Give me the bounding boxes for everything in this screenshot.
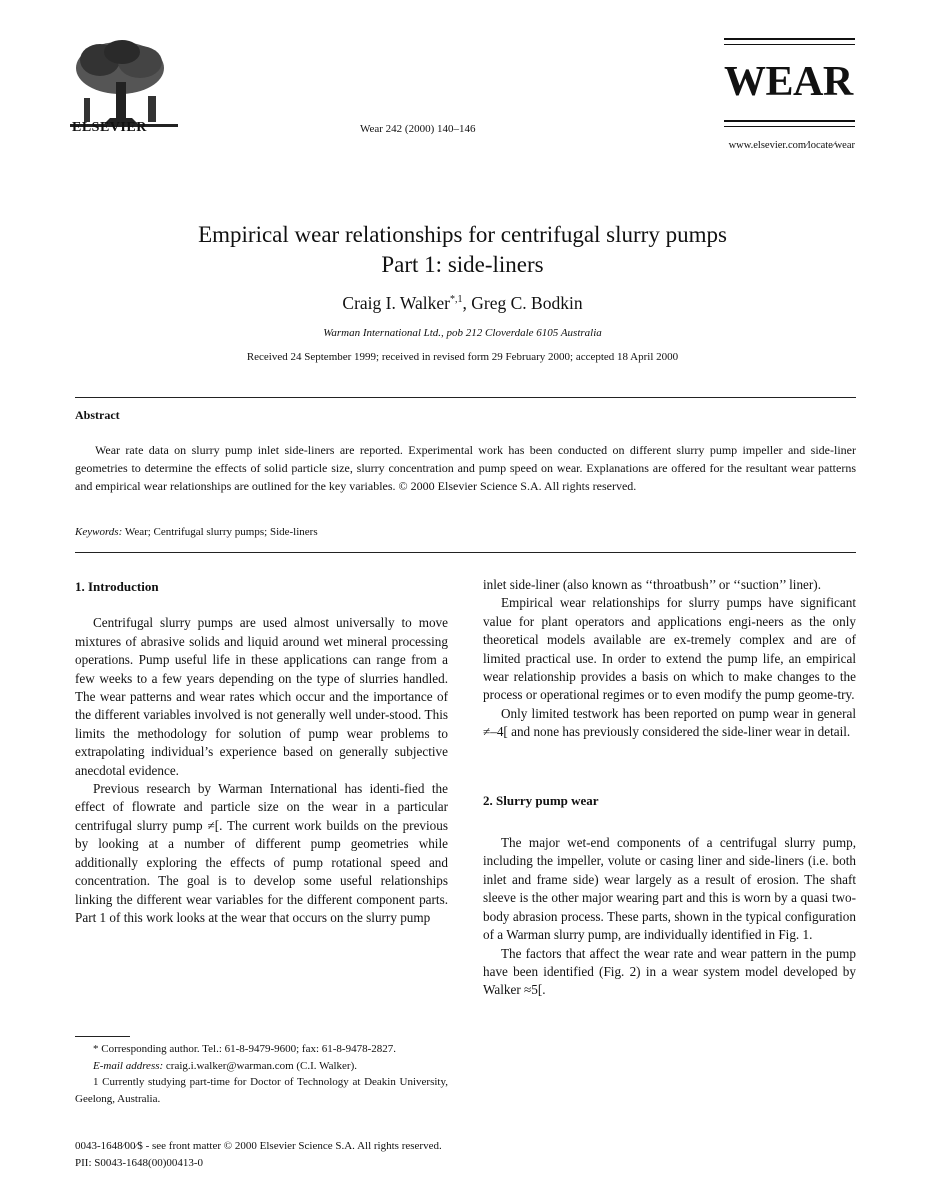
author-marks: *,1 [450,294,463,306]
email-address[interactable]: craig.i.walker@warman.com (C.I. Walker). [163,1059,357,1072]
footnote-rule [75,1036,130,1037]
abstract-top-rule [75,397,856,398]
keywords-list: Wear; Centrifugal slurry pumps; Side-liners [122,526,318,538]
publisher-wordmark: ELSEVIER [72,120,147,135]
keywords [75,526,318,538]
section-heading-slurry-pump-wear: 2. Slurry pump wear [483,792,599,808]
right-column [483,576,856,1000]
paragraph: Centrifugal slurry pumps are used almost universally to move mixtures of abrasive solids and liquid around wet mineral processing operations. Pump useful life in these applications can range from a few weeks to a few years depending on the type of slurries handled. The wear patterns and wear rates which occur and the importance of the different variables involved is not generally well under-stood. This limits the methodology for solution of pump wear problems to extrapolating individual’s experience based on generally subjective anecdotal evidence. [75,615,448,778]
copyright-line: 0043-1648∕00∕$ - see front matter © 2000 Elsevier Science S.A. All rights reserved. [75,1140,442,1152]
article-title [0,220,925,280]
paragraph: Only limited testwork has been reported on pump wear in general ≠–4[ and none has previously considered the side-liner wear in detail. [483,705,856,740]
footnote-corresponding: * Corresponding author. Tel.: 61-8-9479-9600; fax: 61-8-9478-2827. [93,1043,397,1055]
footnotes [75,1041,448,1107]
masthead-rule-bottom-thin [724,126,855,127]
masthead-rule-bottom [724,120,855,122]
author-walker: Craig I. Walker [342,293,451,313]
masthead-rule-top-thin [724,44,855,45]
received-dates: Received 24 September 1999; received in revised form 29 February 2000; accepted 18 April 2000 [246,351,679,363]
journal-reference: Wear 242 (2000) 140–146 [360,123,476,135]
affiliation: Warman International Ltd., pob 212 Cloverdale 6105 Australia [323,327,602,339]
paragraph: inlet side-liner (also known as ‘‘throatbush’’ or ‘‘suction’’ liner). [483,577,821,592]
footnote-study: 1 Currently studying part-time for Doctor of Technology at Deakin University, Geelong, Australia. [75,1076,448,1105]
masthead-rule-top [724,38,855,40]
article-title-line2: Part 1: side-liners [381,252,544,277]
author-list [0,293,925,314]
keywords-label: Keywords: [75,526,123,538]
abstract-bottom-rule [75,552,856,553]
article-title-line1: Empirical wear relationships for centrifugal slurry pumps [198,222,727,247]
paragraph: Empirical wear relationships for slurry pumps have significant value for plant operators and applications engi-neers as the only theoretical models available are ex-tremely complex and are of limited practical use. In order to extend the pump life, an empirical wear relationship provides a basis on which to make changes to the process or operational regimes or to even modify the pump geome-try. [483,595,856,703]
page-footer [75,1138,442,1172]
abstract-body: Wear rate data on slurry pump inlet side-liners are reported. Experimental work has been conducted on different slurry pump impeller and side-liner geometries to determine the effects of solid particle size, slurry concentration and pump speed on wear. Explanations are offered for the resultant wear patterns and empirical wear relationships are outlined for the key variables. © 2000 Elsevier Science S.A. All rights reserved. [75,443,856,493]
email-label: E-mail address: [93,1059,164,1072]
journal-url[interactable]: www.elsevier.com∕locate∕wear [728,140,855,151]
footnote-email [75,1058,448,1075]
author-bodkin: , Greg C. Bodkin [462,293,583,313]
paragraph: Previous research by Warman International has identi-fied the effect of flowrate and particle size on the wear in a particular centrifugal slurry pump ≠[. The current work builds on the previous by looking at a number of different pump geometries while additionally exploring the effects of pump rotational speed and concentration. The goal is to develop some useful relationships linking the different wear variables for the different component parts. Part 1 of this work looks at the wear that occurs on the slurry pump [75,781,448,925]
pii-line: PII: S0043-1648(00)00413-0 [75,1157,204,1169]
paragraph: The major wet-end components of a centrifugal slurry pump, including the impeller, volute or casing liner and side-liners (i.e. both inlet and frame side) wear largely as a result of erosion. The shaft sleeve is the other major wearing part and this is worn by a quasi two-body abrasion process. These parts, shown in the typical configuration of a Warman slurry pump, are individually identified in Fig. 1. [483,835,856,943]
journal-title: WEAR [724,59,853,105]
paragraph: The factors that affect the wear rate and wear pattern in the pump have been identified (Fig. 2) in a wear system model developed by Walker ≈5[. [483,945,856,998]
section-heading-introduction: 1. Introduction [75,579,159,594]
left-column [75,578,448,927]
abstract-heading: Abstract [75,408,120,422]
